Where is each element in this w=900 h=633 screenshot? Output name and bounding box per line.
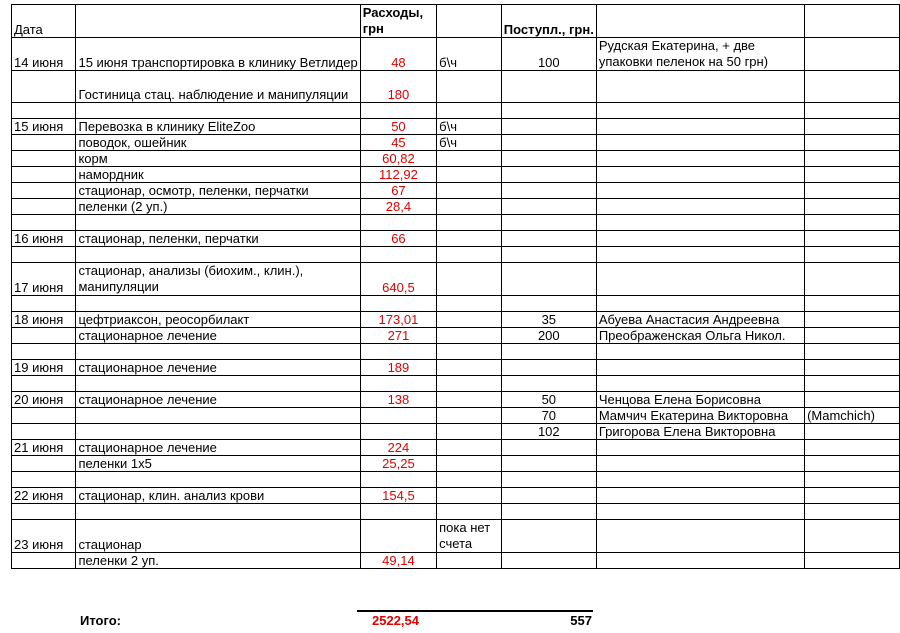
cell-extra (805, 344, 900, 360)
cell-desc: стационарное лечение (76, 392, 360, 408)
cell-income (501, 71, 596, 103)
cell-donor (596, 376, 804, 392)
cell-note (437, 183, 502, 199)
table-row (12, 520, 900, 553)
cell-amount: 640,5 (360, 263, 436, 296)
cell-note (437, 376, 502, 392)
header-expenses: Расходы, грн (360, 5, 436, 38)
cell-income (501, 103, 596, 119)
cell-extra (805, 376, 900, 392)
cell-income (501, 247, 596, 263)
cell-date: 21 июня (12, 440, 76, 456)
cell-extra (805, 553, 900, 569)
cell-note (437, 296, 502, 312)
cell-note (437, 263, 502, 296)
cell-income: 200 (501, 328, 596, 344)
table-row (12, 183, 900, 199)
cell-extra (805, 392, 900, 408)
cell-date: 22 июня (12, 488, 76, 504)
cell-date: 23 июня (12, 520, 76, 553)
cell-note: пока нет счета (437, 520, 502, 553)
cell-note (437, 328, 502, 344)
table-row (12, 71, 900, 103)
cell-amount: 154,5 (360, 488, 436, 504)
cell-donor: Мамчич Екатерина Викторовна (596, 408, 804, 424)
cell-desc: стационар (76, 520, 360, 553)
cell-income (501, 231, 596, 247)
cell-date (12, 408, 76, 424)
cell-desc: Гостиница стац. наблюдение и манипуляции (76, 71, 360, 103)
table-row (12, 38, 900, 71)
cell-extra (805, 520, 900, 553)
cell-desc (76, 296, 360, 312)
cell-desc: стационар, пеленки, перчатки (76, 231, 360, 247)
cell-donor: Абуева Анастасия Андреевна (596, 312, 804, 328)
cell-income (501, 456, 596, 472)
cell-date (12, 456, 76, 472)
table-row (12, 296, 900, 312)
cell-income (501, 215, 596, 231)
table-row (12, 440, 900, 456)
cell-donor (596, 472, 804, 488)
header-donor (596, 5, 804, 38)
cell-date (12, 504, 76, 520)
cell-extra (805, 71, 900, 103)
table-row (12, 231, 900, 247)
cell-donor: Ченцова Елена Борисовна (596, 392, 804, 408)
cell-donor (596, 231, 804, 247)
cell-amount (360, 504, 436, 520)
cell-amount: 66 (360, 231, 436, 247)
cell-desc: стационарное лечение (76, 328, 360, 344)
cell-amount: 173,01 (360, 312, 436, 328)
cell-income (501, 263, 596, 296)
cell-extra (805, 472, 900, 488)
cell-donor (596, 215, 804, 231)
cell-income: 102 (501, 424, 596, 440)
cell-note (437, 199, 502, 215)
cell-note (437, 71, 502, 103)
table-row (12, 135, 900, 151)
cell-date: 15 июня (12, 119, 76, 135)
cell-desc: стационарное лечение (76, 360, 360, 376)
cell-amount (360, 103, 436, 119)
cell-amount: 25,25 (360, 456, 436, 472)
cell-donor (596, 504, 804, 520)
cell-date: 17 июня (12, 263, 76, 296)
cell-amount: 189 (360, 360, 436, 376)
cell-amount (360, 520, 436, 553)
cell-extra (805, 504, 900, 520)
cell-desc (76, 215, 360, 231)
cell-note (437, 456, 502, 472)
cell-donor (596, 135, 804, 151)
cell-date (12, 424, 76, 440)
cell-donor (596, 103, 804, 119)
cell-income: 50 (501, 392, 596, 408)
table-row (12, 119, 900, 135)
cell-extra: (Mamchich) (805, 408, 900, 424)
cell-desc (76, 408, 360, 424)
cell-donor (596, 360, 804, 376)
cell-income (501, 344, 596, 360)
cell-desc: 15 июня транспортировка в клинику Ветлидер (76, 38, 360, 71)
table-row (12, 344, 900, 360)
cell-desc (76, 376, 360, 392)
table-row (12, 199, 900, 215)
cell-extra (805, 488, 900, 504)
cell-note (437, 360, 502, 376)
cell-note (437, 312, 502, 328)
cell-desc: стационар, осмотр, пеленки, перчатки (76, 183, 360, 199)
table-row (12, 167, 900, 183)
cell-desc: поводок, ошейник (76, 135, 360, 151)
cell-amount: 138 (360, 392, 436, 408)
cell-desc (76, 247, 360, 263)
table-row (12, 103, 900, 119)
cell-donor (596, 440, 804, 456)
table-row (12, 215, 900, 231)
cell-note (437, 151, 502, 167)
cell-date (12, 472, 76, 488)
cell-note (437, 472, 502, 488)
cell-note (437, 408, 502, 424)
table-row (12, 312, 900, 328)
cell-date (12, 553, 76, 569)
cell-note: б\ч (437, 119, 502, 135)
table-row (12, 392, 900, 408)
table-row (12, 553, 900, 569)
cell-date (12, 344, 76, 360)
cell-date: 16 июня (12, 231, 76, 247)
cell-amount: 180 (360, 71, 436, 103)
cell-donor (596, 71, 804, 103)
table-row (12, 456, 900, 472)
cell-desc: намордник (76, 167, 360, 183)
cell-note (437, 392, 502, 408)
cell-desc (76, 472, 360, 488)
cell-donor (596, 488, 804, 504)
cell-amount: 271 (360, 328, 436, 344)
cell-donor: Преображенская Ольга Никол. (596, 328, 804, 344)
cell-amount (360, 296, 436, 312)
cell-donor (596, 263, 804, 296)
total-income: 557 (570, 613, 592, 628)
cell-date: 14 июня (12, 38, 76, 71)
table-row (12, 472, 900, 488)
header-date: Дата (12, 5, 76, 38)
cell-extra (805, 440, 900, 456)
expense-sheet (11, 4, 900, 569)
cell-date (12, 328, 76, 344)
cell-amount: 224 (360, 440, 436, 456)
table-row (12, 151, 900, 167)
cell-note: б\ч (437, 38, 502, 71)
cell-date (12, 151, 76, 167)
cell-extra (805, 424, 900, 440)
cell-donor (596, 199, 804, 215)
total-divider (357, 610, 593, 612)
cell-income (501, 504, 596, 520)
cell-donor (596, 456, 804, 472)
cell-extra (805, 231, 900, 247)
table-row (12, 263, 900, 296)
cell-desc: стационар, анализы (биохим., клин.), манипуляции (76, 263, 360, 296)
cell-donor (596, 151, 804, 167)
cell-note (437, 215, 502, 231)
total-expenses: 2522,54 (372, 613, 419, 628)
cell-note (437, 424, 502, 440)
table-row (12, 408, 900, 424)
cell-note (437, 103, 502, 119)
cell-extra (805, 151, 900, 167)
cell-amount (360, 376, 436, 392)
cell-extra (805, 199, 900, 215)
cell-desc: стационарное лечение (76, 440, 360, 456)
cell-income (501, 151, 596, 167)
table-row (12, 488, 900, 504)
cell-date (12, 296, 76, 312)
cell-note (437, 167, 502, 183)
cell-amount (360, 247, 436, 263)
cell-donor (596, 167, 804, 183)
table-row (12, 247, 900, 263)
cell-date (12, 183, 76, 199)
cell-note (437, 440, 502, 456)
cell-income (501, 472, 596, 488)
cell-date (12, 199, 76, 215)
cell-desc: пеленки (2 уп.) (76, 199, 360, 215)
cell-desc: пеленки 2 уп. (76, 553, 360, 569)
cell-amount (360, 408, 436, 424)
cell-extra (805, 183, 900, 199)
cell-amount: 49,14 (360, 553, 436, 569)
header-extra (805, 5, 900, 38)
header-desc (76, 5, 360, 38)
cell-note (437, 231, 502, 247)
cell-date (12, 135, 76, 151)
cell-amount (360, 344, 436, 360)
cell-amount: 45 (360, 135, 436, 151)
total-label: Итого: (80, 613, 121, 628)
cell-income (501, 167, 596, 183)
cell-desc: Перевозка в клинику EliteZoo (76, 119, 360, 135)
cell-date: 20 июня (12, 392, 76, 408)
cell-extra (805, 119, 900, 135)
header-income: Поступл., грн. (501, 5, 596, 38)
header-note (437, 5, 502, 38)
cell-income (501, 135, 596, 151)
cell-date (12, 376, 76, 392)
cell-desc (76, 103, 360, 119)
cell-extra (805, 103, 900, 119)
cell-donor: Рудская Екатерина, + две упаковки пеленок на 50 грн) (596, 38, 804, 71)
cell-amount: 60,82 (360, 151, 436, 167)
cell-desc (76, 344, 360, 360)
cell-extra (805, 360, 900, 376)
cell-desc (76, 504, 360, 520)
cell-income (501, 488, 596, 504)
cell-donor (596, 553, 804, 569)
cell-income (501, 183, 596, 199)
cell-extra (805, 456, 900, 472)
cell-desc: стационар, клин. анализ крови (76, 488, 360, 504)
cell-donor (596, 183, 804, 199)
cell-donor: Григорова Елена Викторовна (596, 424, 804, 440)
cell-donor (596, 119, 804, 135)
cell-income (501, 296, 596, 312)
table-row (12, 360, 900, 376)
cell-extra (805, 247, 900, 263)
cell-income (501, 199, 596, 215)
cell-extra (805, 312, 900, 328)
cell-date (12, 215, 76, 231)
cell-extra (805, 296, 900, 312)
cell-income (501, 520, 596, 553)
cell-extra (805, 167, 900, 183)
cell-desc: корм (76, 151, 360, 167)
cell-income: 70 (501, 408, 596, 424)
table-row (12, 328, 900, 344)
cell-income (501, 376, 596, 392)
cell-note (437, 247, 502, 263)
cell-desc: цефтриаксон, реосорбилакт (76, 312, 360, 328)
cell-note (437, 553, 502, 569)
cell-income: 35 (501, 312, 596, 328)
cell-date (12, 71, 76, 103)
cell-note (437, 504, 502, 520)
cell-amount: 112,92 (360, 167, 436, 183)
cell-date (12, 167, 76, 183)
cell-extra (805, 215, 900, 231)
cell-date (12, 247, 76, 263)
cell-donor (596, 296, 804, 312)
cell-extra (805, 38, 900, 71)
cell-amount: 48 (360, 38, 436, 71)
cell-donor (596, 344, 804, 360)
cell-note (437, 344, 502, 360)
table-row (12, 376, 900, 392)
cell-date: 19 июня (12, 360, 76, 376)
cell-amount: 67 (360, 183, 436, 199)
cell-income: 100 (501, 38, 596, 71)
cell-income (501, 440, 596, 456)
cell-amount: 28,4 (360, 199, 436, 215)
cell-amount (360, 472, 436, 488)
cell-amount (360, 215, 436, 231)
table-row (12, 504, 900, 520)
cell-extra (805, 328, 900, 344)
cell-extra (805, 135, 900, 151)
cell-income (501, 553, 596, 569)
cell-note: б\ч (437, 135, 502, 151)
cell-date (12, 103, 76, 119)
cell-amount: 50 (360, 119, 436, 135)
cell-date: 18 июня (12, 312, 76, 328)
cell-amount (360, 424, 436, 440)
cell-desc (76, 424, 360, 440)
table-row (12, 424, 900, 440)
cell-donor (596, 520, 804, 553)
cell-income (501, 119, 596, 135)
cell-extra (805, 263, 900, 296)
cell-desc: пеленки 1х5 (76, 456, 360, 472)
cell-donor (596, 247, 804, 263)
cell-income (501, 360, 596, 376)
cell-note (437, 488, 502, 504)
header-row (12, 5, 900, 38)
